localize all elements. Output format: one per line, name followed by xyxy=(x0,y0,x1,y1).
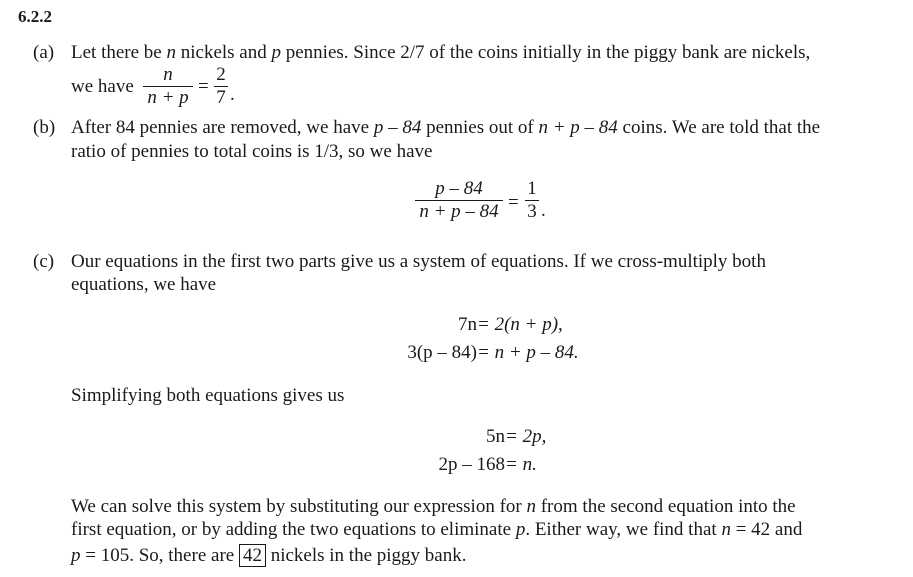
equation-4-rhs: = n. xyxy=(505,454,537,475)
part-c-line-2: equations, we have xyxy=(71,274,217,295)
part-c-line-1: Our equations in the first two parts give us a system of equations. If we cross-multiply both xyxy=(71,251,766,272)
equation-1-lhs: 7n xyxy=(458,314,477,335)
equation-4-lhs: 2p – 168 xyxy=(438,454,505,475)
part-c-label: (c) xyxy=(33,251,55,272)
part-a-period: . xyxy=(230,84,235,105)
part-a-fraction-2-7: 2 7 xyxy=(214,65,228,108)
part-b-line-2: ratio of pennies to total coins is 1/3, so we have xyxy=(71,141,433,162)
part-b-fraction-pennies: p – 84 n + p – 84 xyxy=(415,179,503,222)
equation-3-lhs: 5n xyxy=(486,426,505,447)
part-b-line-1: After 84 pennies are removed, we have p – 84 pennies out of n + p – 84 coins. We are told that the xyxy=(71,117,821,138)
equation-2-lhs: 3(p – 84) xyxy=(407,342,477,363)
part-a-label: (a) xyxy=(33,42,55,63)
part-b-period: . xyxy=(541,200,546,221)
conclusion-line-1: We can solve this system by substituting our expression for n from the second equation into the xyxy=(71,496,796,517)
part-a-line-2: we have xyxy=(71,76,134,97)
part-b-fraction-1-3: 1 3 xyxy=(525,179,539,222)
conclusion-line-3: p = 105. So, there are 42 nickels in the piggy bank. xyxy=(71,545,467,566)
part-b-label: (b) xyxy=(33,117,56,138)
part-a-equals: = xyxy=(198,76,209,97)
part-a-line-1: Let there be n nickels and p pennies. Since 2/7 of the coins initially in the piggy bank are nickels, xyxy=(71,42,811,63)
equation-1-rhs: = 2(n + p), xyxy=(477,314,563,335)
equation-2-rhs: = n + p – 84. xyxy=(477,342,579,363)
part-a-fraction-n: n n + p xyxy=(143,65,193,108)
simplify-text: Simplifying both equations gives us xyxy=(71,385,345,406)
boxed-answer: 42 xyxy=(239,544,266,567)
conclusion-line-2: first equation, or by adding the two equations to eliminate p. Either way, we find that n = 42 and xyxy=(71,519,803,540)
equation-3-rhs: = 2p, xyxy=(505,426,547,447)
part-b-equals: = xyxy=(508,192,519,213)
problem-number: 6.2.2 xyxy=(18,7,52,26)
